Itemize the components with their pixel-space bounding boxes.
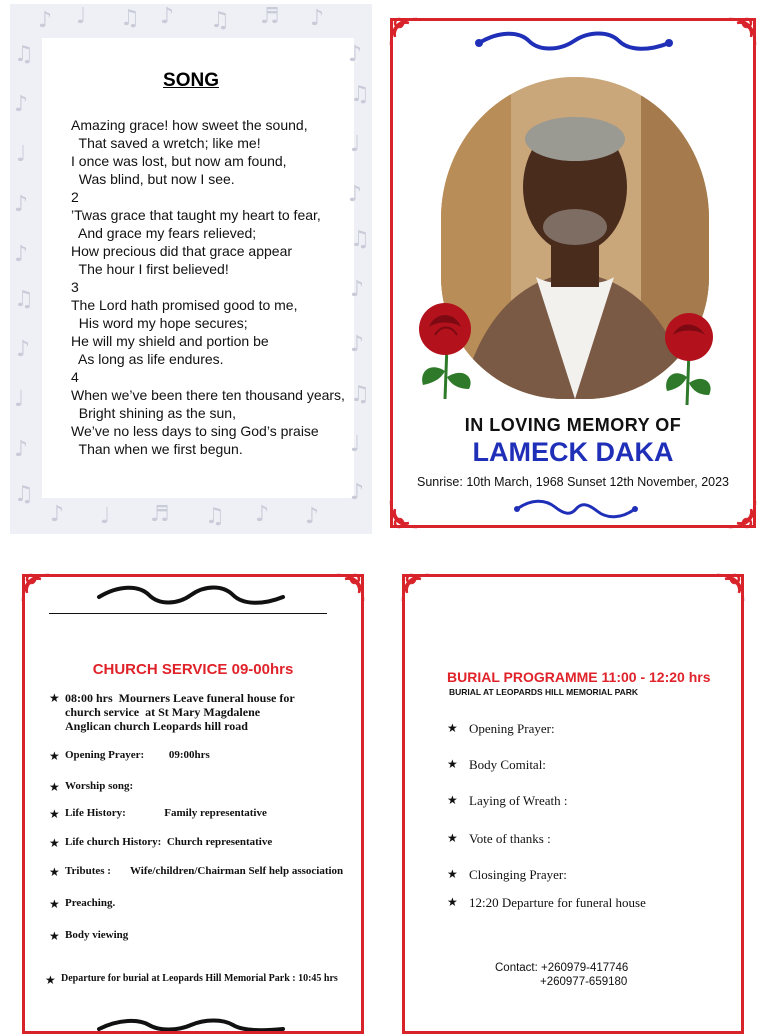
star-bullet-icon: ★ [447, 895, 458, 909]
music-note-icon: ♫ [350, 227, 370, 252]
lyric-line: I once was lost, but now am found, [71, 153, 287, 169]
song-panel [10, 4, 372, 534]
contact-info [495, 961, 628, 989]
corner-ornament-icon [399, 571, 433, 605]
music-note-icon: ♫ [120, 6, 140, 31]
music-note-icon: ♫ [350, 82, 370, 107]
flourish-bottom-icon [511, 499, 641, 519]
music-note-icon: ♪ [14, 92, 29, 117]
lyric-line: Bright shining as the sun, [71, 405, 236, 421]
music-note-icon: ♪ [16, 337, 31, 362]
music-note-icon: ♪ [50, 502, 65, 527]
item-text: Body Comital: [469, 757, 546, 772]
music-note-icon: ♪ [38, 8, 53, 33]
item-text: Body viewing [65, 929, 129, 941]
item-text: 12:20 Departure for funeral house [469, 895, 646, 910]
star-bullet-icon: ★ [447, 757, 458, 771]
corner-ornament-icon [387, 497, 421, 531]
corner-ornament-icon [725, 15, 759, 49]
star-bullet-icon: ★ [447, 721, 458, 735]
music-note-icon: ♫ [14, 42, 34, 67]
burial-location: BURIAL AT LEOPARDS HILL MEMORIAL PARK [449, 687, 639, 697]
lyric-line: The Lord hath promised good to me, [71, 297, 298, 313]
music-note-icon: ♪ [14, 437, 29, 462]
church-service-title: CHURCH SERVICE 09-00hrs [92, 661, 294, 678]
lyric-line: When we’ve been there ten thousand years, [71, 387, 345, 403]
rose-icon [409, 301, 489, 401]
music-note-icon: ♪ [14, 192, 29, 217]
item-text: Opening Prayer: [469, 721, 555, 736]
burial-programme-title: BURIAL PROGRAMME 11:00 - 12:20 hrs [447, 669, 711, 685]
lyric-line: Than when we first begun. [71, 441, 243, 457]
music-note-icon: ♬ [150, 502, 170, 527]
burial-programme-panel [402, 574, 744, 1034]
music-note-icon: ♩ [14, 387, 25, 412]
item-text: Laying of Wreath : [469, 793, 568, 808]
memorial-panel [390, 18, 756, 528]
item-text: Preaching. [65, 897, 116, 909]
lyric-line: As long as life endures. [71, 351, 224, 367]
music-note-icon: ♫ [14, 287, 34, 312]
lyric-line: Was blind, but now I see. [71, 171, 235, 187]
memorial-dates: Sunrise: 10th March, 1968 Sunset 12th November, 2023 [417, 475, 729, 489]
contact-phone-1: Contact: +260979-417746 [495, 962, 629, 974]
star-bullet-icon: ★ [49, 865, 60, 879]
flourish-top-icon [469, 31, 679, 55]
item-text: Worship song: [65, 780, 134, 792]
lyric-line: His word my hope secures; [71, 315, 248, 331]
memorial-heading: IN LOVING MEMORY OF [464, 415, 682, 435]
divider-line [49, 613, 327, 614]
verse-number: 3 [71, 279, 79, 295]
music-note-icon: ♪ [350, 332, 365, 357]
star-bullet-icon: ★ [49, 807, 60, 821]
music-note-icon: ♩ [16, 142, 27, 167]
item-text: Departure for burial at Leopards Hill Memorial Park : 10:45 hrs [61, 973, 338, 984]
music-note-icon: ♫ [14, 482, 34, 507]
star-bullet-icon: ★ [49, 780, 60, 794]
corner-ornament-icon [725, 497, 759, 531]
flourish-bottom-icon [91, 1017, 291, 1031]
star-bullet-icon: ★ [447, 867, 458, 881]
deceased-name: LAMECK DAKA [472, 437, 674, 467]
verse-number: 4 [71, 369, 79, 385]
lyric-line: And grace my fears relieved; [71, 225, 257, 241]
flourish-top-icon [91, 585, 291, 609]
song-title: SONG [163, 70, 219, 91]
music-note-icon: ♪ [14, 242, 29, 267]
music-note-icon: ♬ [260, 4, 280, 29]
music-note-icon: ♪ [350, 277, 365, 302]
rose-icon [655, 311, 725, 407]
music-note-icon: ♪ [348, 182, 363, 207]
star-bullet-icon: ★ [49, 691, 60, 705]
lyric-line: We’ve no less days to sing God’s praise [71, 423, 319, 439]
lyric-line: ’Twas grace that taught my heart to fear, [71, 207, 321, 223]
music-note-icon: ♫ [205, 504, 225, 529]
music-note-icon: ♪ [348, 42, 363, 67]
music-note-icon: ♩ [350, 132, 361, 157]
corner-ornament-icon [713, 571, 747, 605]
music-note-icon: ♪ [305, 504, 320, 529]
lyric-line: That saved a wretch; like me! [71, 135, 261, 151]
star-bullet-icon: ★ [447, 831, 458, 845]
item-text: Life History: Family representative [65, 807, 267, 819]
music-note-icon: ♪ [255, 502, 270, 527]
star-bullet-icon: ★ [49, 897, 60, 911]
music-note-icon: ♩ [350, 432, 361, 457]
star-bullet-icon: ★ [49, 836, 60, 850]
lyric-line: He will my shield and portion be [71, 333, 269, 349]
corner-ornament-icon [387, 15, 421, 49]
item-text: Tributes : Wife/children/Chairman Self help association [65, 865, 344, 877]
music-note-icon: ♩ [100, 504, 111, 529]
item-text: 08:00 hrs Mourners Leave funeral house for church service at St Mary Magdalene Anglican church Leopards hill road [65, 691, 295, 733]
star-bullet-icon: ★ [49, 749, 60, 763]
church-service-panel [22, 574, 364, 1034]
corner-ornament-icon [19, 571, 53, 605]
music-note-icon: ♩ [76, 4, 87, 29]
verse-number: 2 [71, 189, 79, 205]
music-note-icon: ♪ [160, 4, 175, 29]
corner-ornament-icon [333, 571, 367, 605]
lyric-line: How precious did that grace appear [71, 243, 293, 259]
star-bullet-icon: ★ [447, 793, 458, 807]
lyric-line: Amazing grace! how sweet the sound, [71, 117, 308, 133]
music-note-icon: ♪ [350, 480, 365, 505]
star-bullet-icon: ★ [49, 929, 60, 943]
item-text: Life church History: Church representative [65, 836, 273, 848]
contact-phone-2: +260977-659180 [540, 976, 628, 988]
item-text: Closinging Prayer: [469, 867, 567, 882]
star-bullet-icon: ★ [45, 973, 56, 987]
song-lyrics [71, 116, 371, 458]
music-note-icon: ♪ [310, 6, 325, 31]
music-note-icon: ♫ [350, 382, 370, 407]
music-note-icon: ♫ [210, 8, 230, 33]
item-text: Opening Prayer: 09:00hrs [65, 749, 210, 761]
item-text: Vote of thanks : [469, 831, 551, 846]
lyric-line: The hour I first believed! [71, 261, 229, 277]
